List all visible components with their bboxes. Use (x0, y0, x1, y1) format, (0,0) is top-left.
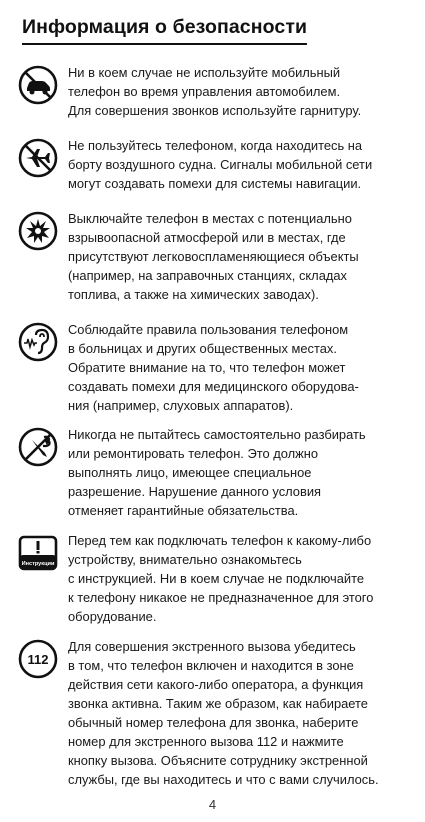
text-line: разрешение. Нарушение данного условия (68, 484, 322, 499)
no-airplane-icon (18, 138, 58, 178)
no-tools-icon (18, 427, 58, 467)
text-line: телефон во время управления автомобилем. (68, 84, 341, 99)
text-line: взрывоопасной атмосферой или в местах, где (68, 230, 346, 245)
text-line: могут создавать помехи для системы навигации. (68, 176, 362, 191)
text-line: устройству, внимательно ознакомьтесь (68, 552, 302, 567)
safety-item-text (68, 320, 413, 415)
text-line: Для совершения звонков используйте гарнитуру. (68, 103, 362, 118)
text-line: номер для экстренного вызова 112 и нажмите (68, 734, 344, 749)
text-line: оборудование. (68, 609, 157, 624)
text-line: службы, где вы находитесь и что с вами случилось. (68, 772, 379, 787)
safety-item-text (68, 425, 413, 520)
svg-text:112: 112 (27, 652, 49, 667)
text-line: звонка активна. Таким же образом, как набираете (68, 696, 368, 711)
safety-item-text (68, 637, 413, 789)
emergency-112-icon (18, 639, 58, 679)
text-line: Не пользуйтесь телефоном, когда находитесь на (68, 138, 363, 153)
safety-item-text (68, 531, 413, 626)
text-line: в больницах и других общественных местах. (68, 341, 337, 356)
safety-item-text (68, 63, 413, 120)
text-line: присутствуют легковоспламеняющиеся объекты (68, 249, 359, 264)
page-number: 4 (208, 797, 217, 812)
text-line: Обратите внимание на то, что телефон может (68, 360, 346, 375)
text-line: выполнять лицо, имеющее специальное (68, 465, 312, 480)
page-title: Информация о безопасности (22, 16, 308, 38)
safety-item-text (68, 136, 413, 193)
hearing-aid-icon (18, 322, 58, 362)
text-line: топлива, а также на химических заводах). (68, 287, 319, 302)
no-driving-icon (18, 65, 58, 105)
safety-item-text (68, 209, 413, 304)
text-line: Выключайте телефон в местах с потенциально (68, 211, 352, 226)
text-line: Ни в коем случае не используйте мобильный (68, 65, 341, 80)
text-line: ния (например, слуховых аппаратов). (68, 398, 294, 413)
svg-text:Инструкции: Инструкции (21, 561, 55, 567)
text-line: с инструкцией. Ни в коем случае не подключайте (68, 571, 365, 586)
text-line: кнопку вызова. Объясните сотруднику экстренной (68, 753, 368, 768)
explosion-icon (18, 211, 58, 251)
text-line: действия сети какого-либо оператора, а функция (68, 677, 364, 692)
title-underline (22, 43, 307, 45)
text-line: обычный номер телефона для звонка, наберите (68, 715, 359, 730)
text-line: борту воздушного судна. Сигналы мобильной сети (68, 157, 373, 172)
instructions-icon (18, 533, 58, 573)
page-header (22, 14, 307, 45)
text-line: Никогда не пытайтесь самостоятельно разбирать (68, 427, 366, 442)
text-line: Перед тем как подключать телефон к какому-либо (68, 533, 372, 548)
text-line: или ремонтировать телефон. Это должно (68, 446, 319, 461)
text-line: к телефону никакое не предназначенное для этого (68, 590, 374, 605)
text-line: (например, на заправочных станциях, складах (68, 268, 347, 283)
text-line: Для совершения экстренного вызова убедитесь (68, 639, 356, 654)
text-line: отменяет гарантийные обязательства. (68, 503, 299, 518)
text-line: в том, что телефон включен и находится в зоне (68, 658, 354, 673)
text-line: создавать помехи для медицинского оборудова- (68, 379, 359, 394)
text-line: Соблюдайте правила пользования телефоном (68, 322, 349, 337)
